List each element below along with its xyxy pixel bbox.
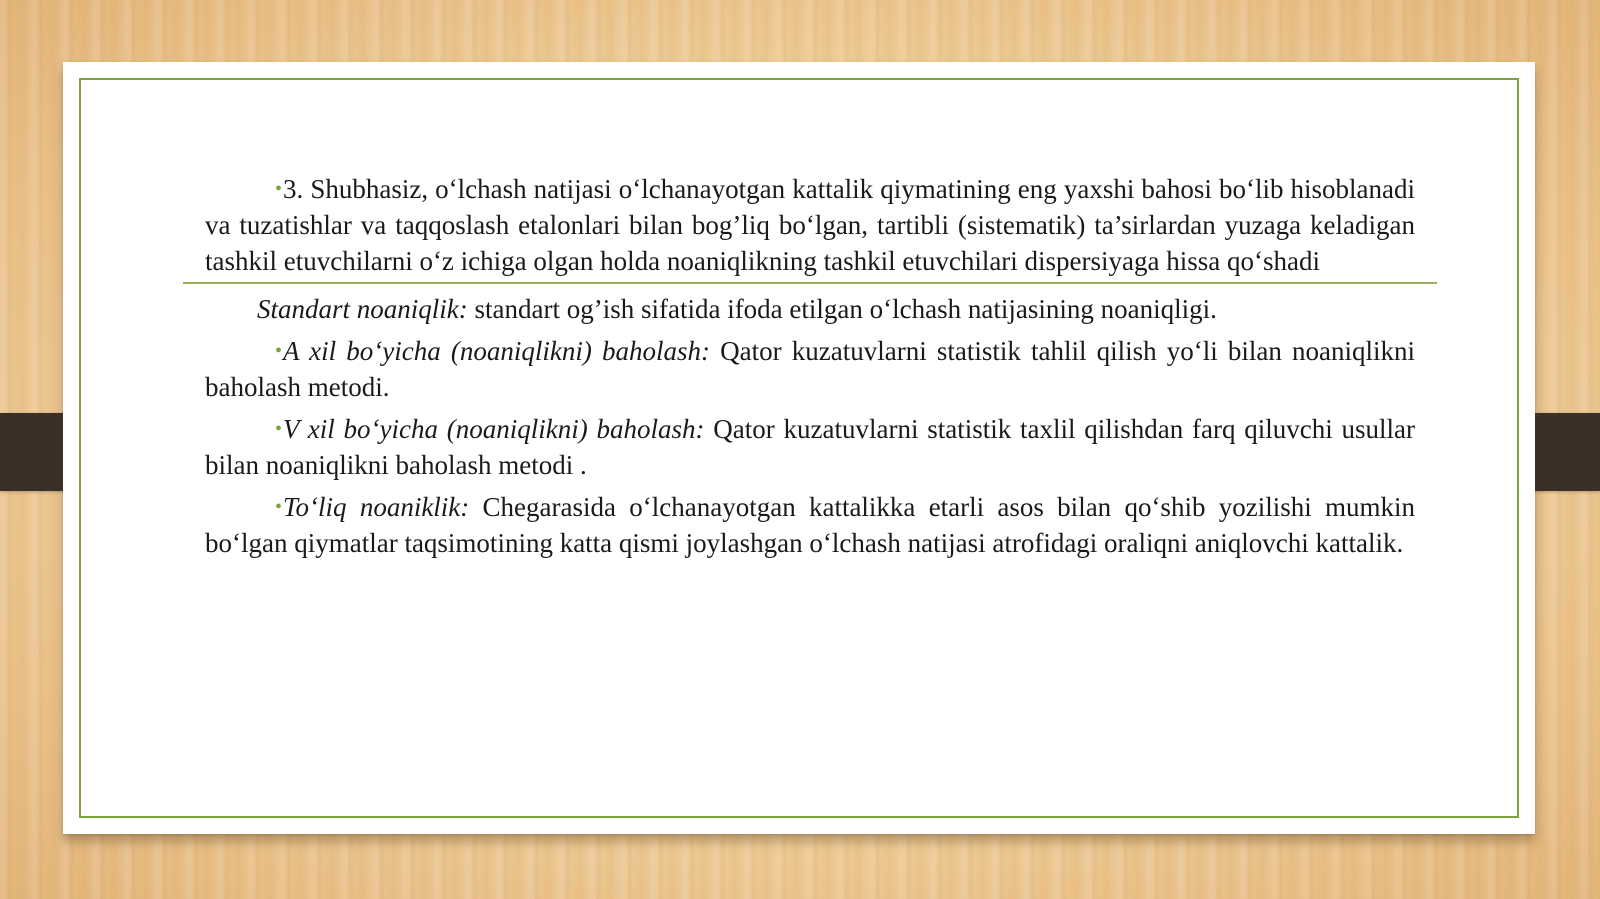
definition-standart-noaniqlik: standart og’ish sifatida ifoda etilgan o‘lchash natijasining noaniqligi. xyxy=(467,294,1217,324)
term-toliq-noaniklik: To‘liq noaniklik: xyxy=(283,492,470,522)
definition-a-xil: Qator kuzatuvlarni statistik tahlil qilish yo‘li bilan noaniqlikni baholash metodi. xyxy=(205,336,1415,402)
definition-toliq-noaniklik: Chegarasida o‘lchanayotgan kattalikka etarli asos bilan qo‘shib yozilishi mumkin bo‘lgan qiymatlar taqsimotining katta qismi joylashgan o‘lchash natijasi atrofidagi oraliqni aniqlovchi kattalik. xyxy=(205,492,1415,558)
bullet-icon: • xyxy=(275,178,283,200)
underline-divider xyxy=(183,282,1437,284)
paragraph-toliq-noaniklik xyxy=(205,489,1415,561)
term-v-xil: V xil bo‘yicha (noaniqlikni) baholash: xyxy=(283,414,705,444)
bullet-icon: • xyxy=(275,496,283,518)
paragraph-1-text: 3. Shubhasiz, o‘lchash natijasi o‘lchanayotgan kattalik qiymatining eng yaxshi bahosi bo‘lib hisoblanadi va tuzatishlar va taqqoslash etalonlari bilan bog’liq bo‘lgan, tartibli (sistematik) ta’sirlardan yuzaga keladigan tashkil etuvchilarni o‘z ichiga olgan holda noaniqlikning tashkil etuvchilari dispersiyaga hissa qo‘shadi xyxy=(205,174,1415,276)
term-a-xil: A xil bo‘yicha (noaniqlikni) baholash: xyxy=(283,336,710,366)
bullet-icon: • xyxy=(275,418,283,440)
bullet-icon: • xyxy=(275,340,283,362)
definition-v-xil: Qator kuzatuvlarni statistik taxlil qilishdan farq qiluvchi usullar bilan noaniqlikni baholash metodi . xyxy=(205,414,1415,480)
paragraph-1 xyxy=(205,171,1415,279)
paragraph-a-xil xyxy=(205,333,1415,405)
paragraph-standart-noaniqlik xyxy=(205,291,1415,327)
slide-paper xyxy=(63,62,1535,834)
paragraph-v-xil xyxy=(205,411,1415,483)
slide-content xyxy=(205,171,1415,561)
term-standart-noaniqlik: Standart noaniqlik: xyxy=(257,294,468,324)
